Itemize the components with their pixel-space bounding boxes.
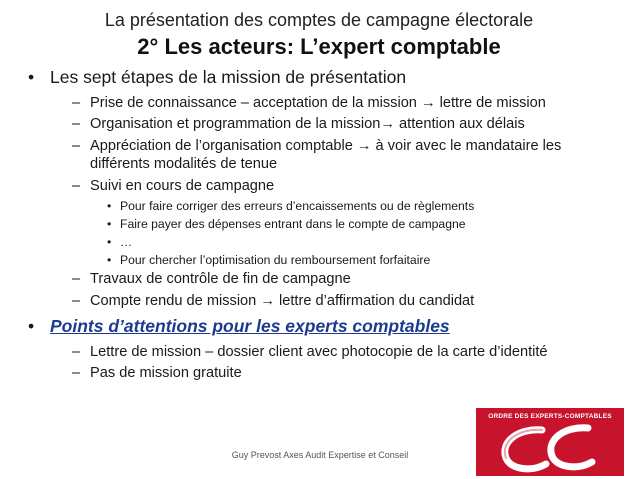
list-item xyxy=(107,253,431,267)
bullet-icon: • xyxy=(28,316,35,336)
list-item xyxy=(107,199,475,213)
bullet-icon: • xyxy=(107,199,112,213)
list-item xyxy=(72,138,562,155)
slide-subtitle: 2° Les acteurs: L’expert comptable xyxy=(137,34,501,59)
list-item xyxy=(72,365,242,382)
list-item xyxy=(28,67,407,87)
list-item xyxy=(72,271,351,288)
list-item-text: Compte rendu de mission → lettre d’affirmation du candidat xyxy=(90,293,475,309)
list-item-text: Appréciation de l’organisation comptable → à voir avec le mandataire les xyxy=(90,138,562,154)
list-item xyxy=(72,178,275,195)
bullet-icon: • xyxy=(107,217,112,231)
list-item xyxy=(107,217,466,231)
list-item-text: Faire payer des dépenses entrant dans le compte de campagne xyxy=(120,217,466,231)
dash-bullet-icon: – xyxy=(72,116,81,132)
list-item-text: Pas de mission gratuite xyxy=(90,365,242,381)
slide-title: La présentation des comptes de campagne électorale xyxy=(104,10,534,30)
list-item-text: Prise de connaissance – acceptation de la mission → lettre de mission xyxy=(90,95,546,111)
list-item-text: Organisation et programmation de la mission→ attention aux délais xyxy=(90,116,525,132)
logo-text: ORDRE DES EXPERTS-COMPTABLES xyxy=(488,413,612,420)
list-item-text: différents modalités de tenue xyxy=(90,156,278,172)
dash-bullet-icon: – xyxy=(72,365,81,381)
bullet-icon: • xyxy=(107,235,112,249)
logo-cc-icon xyxy=(476,408,624,476)
list-item-text: Travaux de contrôle de fin de campagne xyxy=(90,271,351,287)
list-item-text: Les sept étapes de la mission de présentation xyxy=(50,67,407,87)
dash-bullet-icon: – xyxy=(72,178,81,194)
list-item-text: Pour chercher l’optimisation du remboursement forfaitaire xyxy=(120,253,431,267)
list-item xyxy=(72,293,475,310)
dash-bullet-icon: – xyxy=(72,95,81,111)
bullet-icon: • xyxy=(28,67,35,87)
list-item xyxy=(107,235,133,249)
list-item-text: Suivi en cours de campagne xyxy=(90,178,275,194)
slide-footer: Guy Prevost Axes Audit Expertise et Conseil xyxy=(231,450,409,460)
dash-bullet-icon: – xyxy=(72,293,81,309)
ordre-experts-comptables-logo xyxy=(476,408,624,476)
emphasized-heading: Points d’attentions pour les experts comptables xyxy=(50,316,450,336)
list-item xyxy=(28,316,450,336)
list-item xyxy=(72,95,546,112)
list-item-continuation xyxy=(90,156,277,173)
dash-bullet-icon: – xyxy=(72,344,81,360)
list-item-text: Lettre de mission – dossier client avec photocopie de la carte d’identité xyxy=(90,344,548,360)
dash-bullet-icon: – xyxy=(72,138,81,154)
list-item xyxy=(72,344,548,361)
list-item-text: … xyxy=(120,235,133,249)
list-item-text: Pour faire corriger des erreurs d’encaissements ou de règlements xyxy=(120,199,475,213)
bullet-icon: • xyxy=(107,253,112,267)
list-item xyxy=(72,116,525,133)
dash-bullet-icon: – xyxy=(72,271,81,287)
